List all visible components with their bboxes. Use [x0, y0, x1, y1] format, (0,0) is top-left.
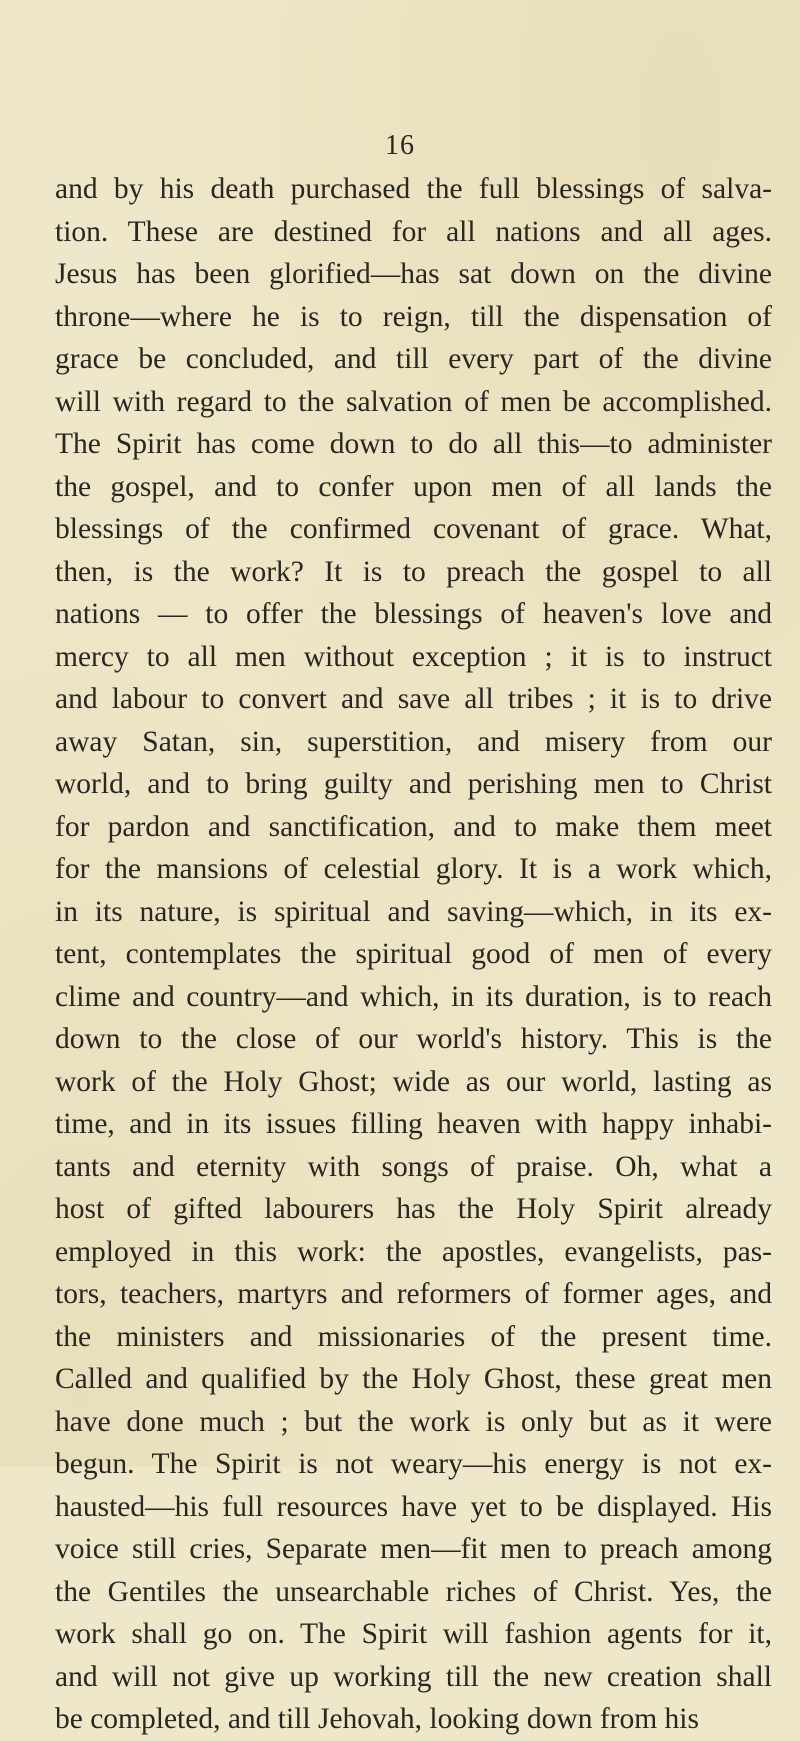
text-line: hausted—his full resources have yet to be displayed. His	[55, 1490, 772, 1523]
text-line: away Satan, sin, superstition, and misery from our	[55, 725, 772, 758]
body-text	[55, 168, 772, 1741]
text-line: the Gentiles the unsearchable riches of Christ. Yes, the	[55, 1575, 772, 1608]
text-line: for pardon and sanctification, and to make them meet	[55, 810, 772, 843]
text-line: nations — to offer the blessings of heaven's love and	[55, 598, 772, 630]
text-line: and labour to convert and save all tribes ; it is to drive	[55, 683, 772, 715]
text-line: blessings of the confirmed covenant of grace. What,	[55, 513, 772, 545]
text-line: time, and in its issues filling heaven with happy inhabi-	[55, 1108, 772, 1140]
text-line: for the mansions of celestial glory. It is a work which,	[55, 853, 772, 885]
text-line: tants and eternity with songs of praise. Oh, what a	[55, 1150, 772, 1183]
page-number: 16	[385, 130, 415, 161]
text-line: throne—where he is to reign, till the dispensation of	[55, 300, 772, 333]
text-line: have done much ; but the work is only but as it were	[55, 1405, 772, 1438]
text-line: tors, teachers, martyrs and reformers of former ages, and	[55, 1278, 772, 1310]
text-line: Jesus has been glorified—has sat down on the divine	[55, 258, 772, 290]
text-line: tent, contemplates the spiritual good of men of every	[55, 938, 772, 970]
text-line: host of gifted labourers has the Holy Spirit already	[55, 1193, 772, 1225]
text-line: world, and to bring guilty and perishing men to Christ	[55, 768, 772, 800]
text-line: grace be concluded, and till every part of the divine	[55, 343, 772, 375]
text-line: be completed, and till Jehovah, looking down from his	[55, 1703, 699, 1735]
text-line: the gospel, and to confer upon men of all lands the	[55, 470, 772, 503]
text-line: clime and country—and which, in its duration, is to reach	[55, 980, 772, 1013]
text-line: and will not give up working till the new creation shall	[55, 1660, 772, 1693]
text-line: The Spirit has come down to do all this—to administer	[55, 428, 772, 460]
text-line: and by his death purchased the full blessings of salva-	[55, 173, 772, 205]
text-line: mercy to all men without exception ; it is to instruct	[55, 640, 772, 673]
text-line: voice still cries, Separate men—fit men to preach among	[55, 1533, 772, 1565]
text-line: work shall go on. The Spirit will fashion agents for it,	[55, 1618, 772, 1650]
text-line: work of the Holy Ghost; wide as our world, lasting as	[55, 1065, 772, 1098]
text-line: then, is the work? It is to preach the gospel to all	[55, 555, 772, 588]
text-line: in its nature, is spiritual and saving—which, in its ex-	[55, 895, 772, 928]
text-line: down to the close of our world's history. This is the	[55, 1023, 772, 1055]
text-line: employed in this work: the apostles, evangelists, pas-	[55, 1235, 772, 1268]
text-line: will with regard to the salvation of men be accomplished.	[55, 385, 772, 418]
text-line: tion. These are destined for all nations and all ages.	[55, 215, 772, 248]
text-line: the ministers and missionaries of the present time.	[55, 1320, 772, 1353]
text-line: Called and qualified by the Holy Ghost, these great men	[55, 1363, 772, 1395]
text-line: begun. The Spirit is not weary—his energy is not ex-	[55, 1448, 772, 1480]
